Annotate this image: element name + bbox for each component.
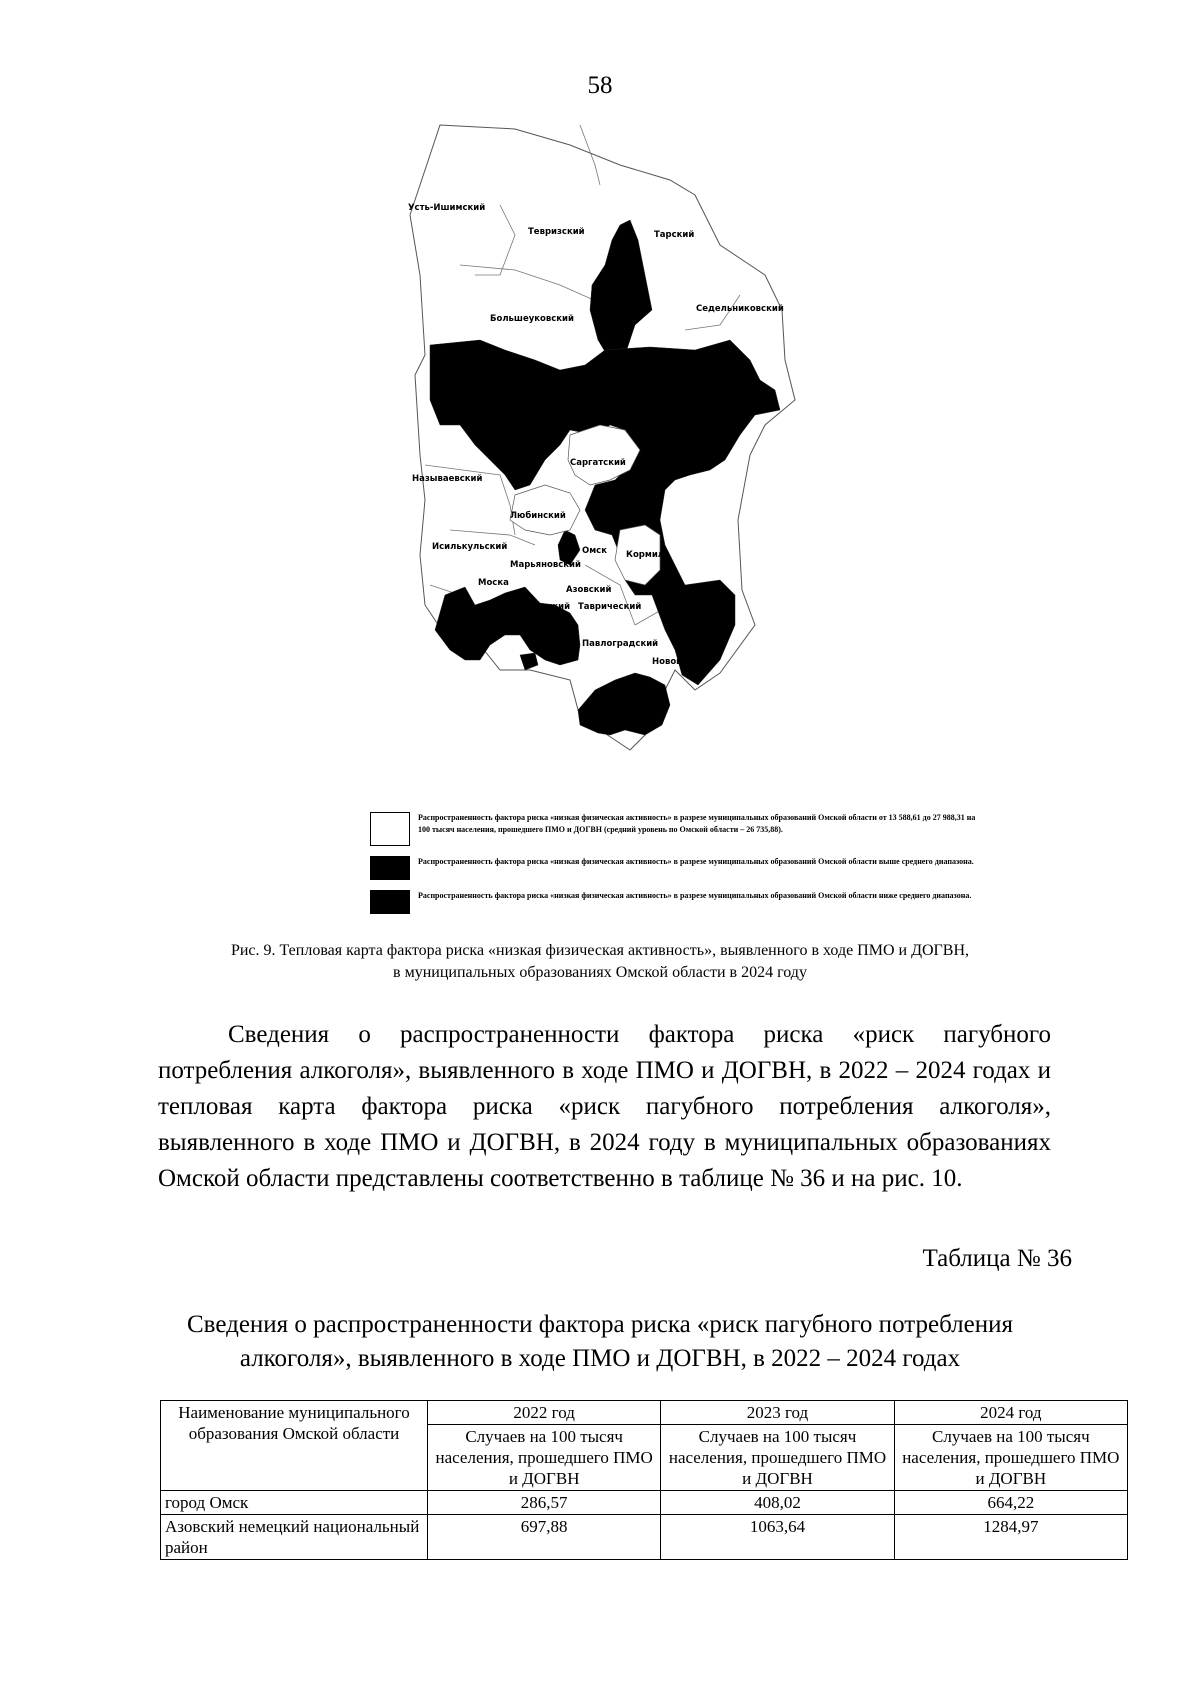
map-label-isilkulsky: Исилькульский — [432, 542, 508, 552]
data-table — [160, 1400, 1128, 1560]
legend-swatch-black-above — [370, 856, 410, 880]
row-value-2022: 286,57 — [428, 1491, 661, 1515]
row-value-2023: 408,02 — [661, 1491, 894, 1515]
row-name: Азовский немецкий национальный район — [161, 1515, 428, 1560]
header-municipality: Наименование муниципального образования Омской области — [161, 1401, 428, 1491]
map-label-bolsheukovsky: Большеуковский — [490, 314, 574, 324]
map-label-maryanovsky: Марьяновский — [510, 560, 581, 570]
map-label-ust-ishimsky: Усть-Ишимский — [408, 203, 486, 213]
map-label-shcherbakulsky: ьский — [542, 602, 571, 612]
legend-swatch-white — [370, 812, 410, 846]
table-row — [161, 1491, 1128, 1515]
row-value-2022: 697,88 — [428, 1515, 661, 1560]
figure-caption-line-2: в муниципальных образованиях Омской области в 2024 году — [393, 964, 807, 981]
header-year-2024: 2024 год — [894, 1401, 1127, 1425]
header-year-2023: 2023 год — [661, 1401, 894, 1425]
figure-caption-line-1: Рис. 9. Тепловая карта фактора риска «низкая физическая активность», выявленного в ходе ПМО и ДОГВН, — [230, 942, 970, 959]
table-title-line-1: Сведения о распространенности фактора риска «риск пагубного потребления — [187, 1311, 1013, 1338]
omsk-region-map — [408, 125, 870, 810]
table-header-row — [161, 1401, 1128, 1425]
table-title — [150, 1308, 1050, 1376]
body-paragraph: Сведения о распространенности фактора риска «риск пагубного потребления алкоголя», выявленного в ходе ПМО и ДОГВН, в 2022 – 2024 годах и тепловая карта фактора риска «риск пагубного потребления алкоголя», выявленного в ходе ПМО и ДОГВН, в 2024 году в муниципальных образованиях Омской области представлены соответственно в таблице № 36 и на рис. 10. — [158, 1021, 1051, 1192]
table-number: Таблица № 36 — [922, 1245, 1072, 1272]
map-label-kormilovsky: Кормил — [626, 550, 665, 560]
map-label-lyubinsky: Любинский — [510, 511, 566, 521]
row-value-2024: 664,22 — [894, 1491, 1127, 1515]
map-label-omsk: Омск — [582, 546, 607, 556]
subheader-2022: Случаев на 100 тысяч населения, прошедшего ПМО и ДОГВН — [428, 1425, 661, 1491]
row-name: город Омск — [161, 1491, 428, 1515]
legend-text-below: Распространенность фактора риска «низкая физическая активность» в разрезе муниципальных образований Омской области ниже среднего диапазона. — [418, 891, 972, 900]
map-label-tarsky: Тарский — [654, 230, 695, 240]
map-label-tevrizsky: Тевризский — [528, 227, 585, 237]
map-label-tavrichesky: Таврический — [578, 602, 642, 612]
map-label-moskalensky: Моска — [478, 578, 509, 588]
row-value-2023: 1063,64 — [661, 1515, 894, 1560]
subheader-2023: Случаев на 100 тысяч населения, прошедшего ПМО и ДОГВН — [661, 1425, 894, 1491]
map-label-novovarshavsky: Нововар — [652, 657, 694, 667]
table-title-line-2: алкоголя», выявленного в ходе ПМО и ДОГВН, в 2022 – 2024 годах — [239, 1345, 961, 1372]
map-label-pavlogradsky: Павлоградский — [582, 639, 659, 649]
map-label-azovsky: Азовский — [566, 585, 612, 595]
legend-text-range: Распространенность фактора риска «низкая физическая активность» в разрезе муниципальных образований Омской области от 13 588,61 до 27 988,31 на 100 тысяч населения, прошедшего ПМО и ДОГВН (средний уровень по Омской области – 26 735,88). — [418, 813, 976, 834]
header-year-2022: 2022 год — [428, 1401, 661, 1425]
figure-caption — [150, 940, 1050, 984]
table-row — [161, 1515, 1128, 1560]
heat-map — [408, 125, 870, 810]
map-label-nazyvaevsky: Называевский — [412, 474, 483, 484]
map-label-sedelnikovsky: Седельниковский — [696, 304, 784, 314]
row-value-2024: 1284,97 — [894, 1515, 1127, 1560]
page-number: 58 — [587, 72, 613, 99]
subheader-2024: Случаев на 100 тысяч населения, прошедшего ПМО и ДОГВН — [894, 1425, 1127, 1491]
legend-swatch-black-below — [370, 890, 410, 914]
legend-text-above: Распространенность фактора риска «низкая физическая активность» в разрезе муниципальных образований Омской области выше среднего диапазона. — [418, 857, 974, 866]
map-label-sargatsky: Саргатский — [570, 458, 626, 468]
